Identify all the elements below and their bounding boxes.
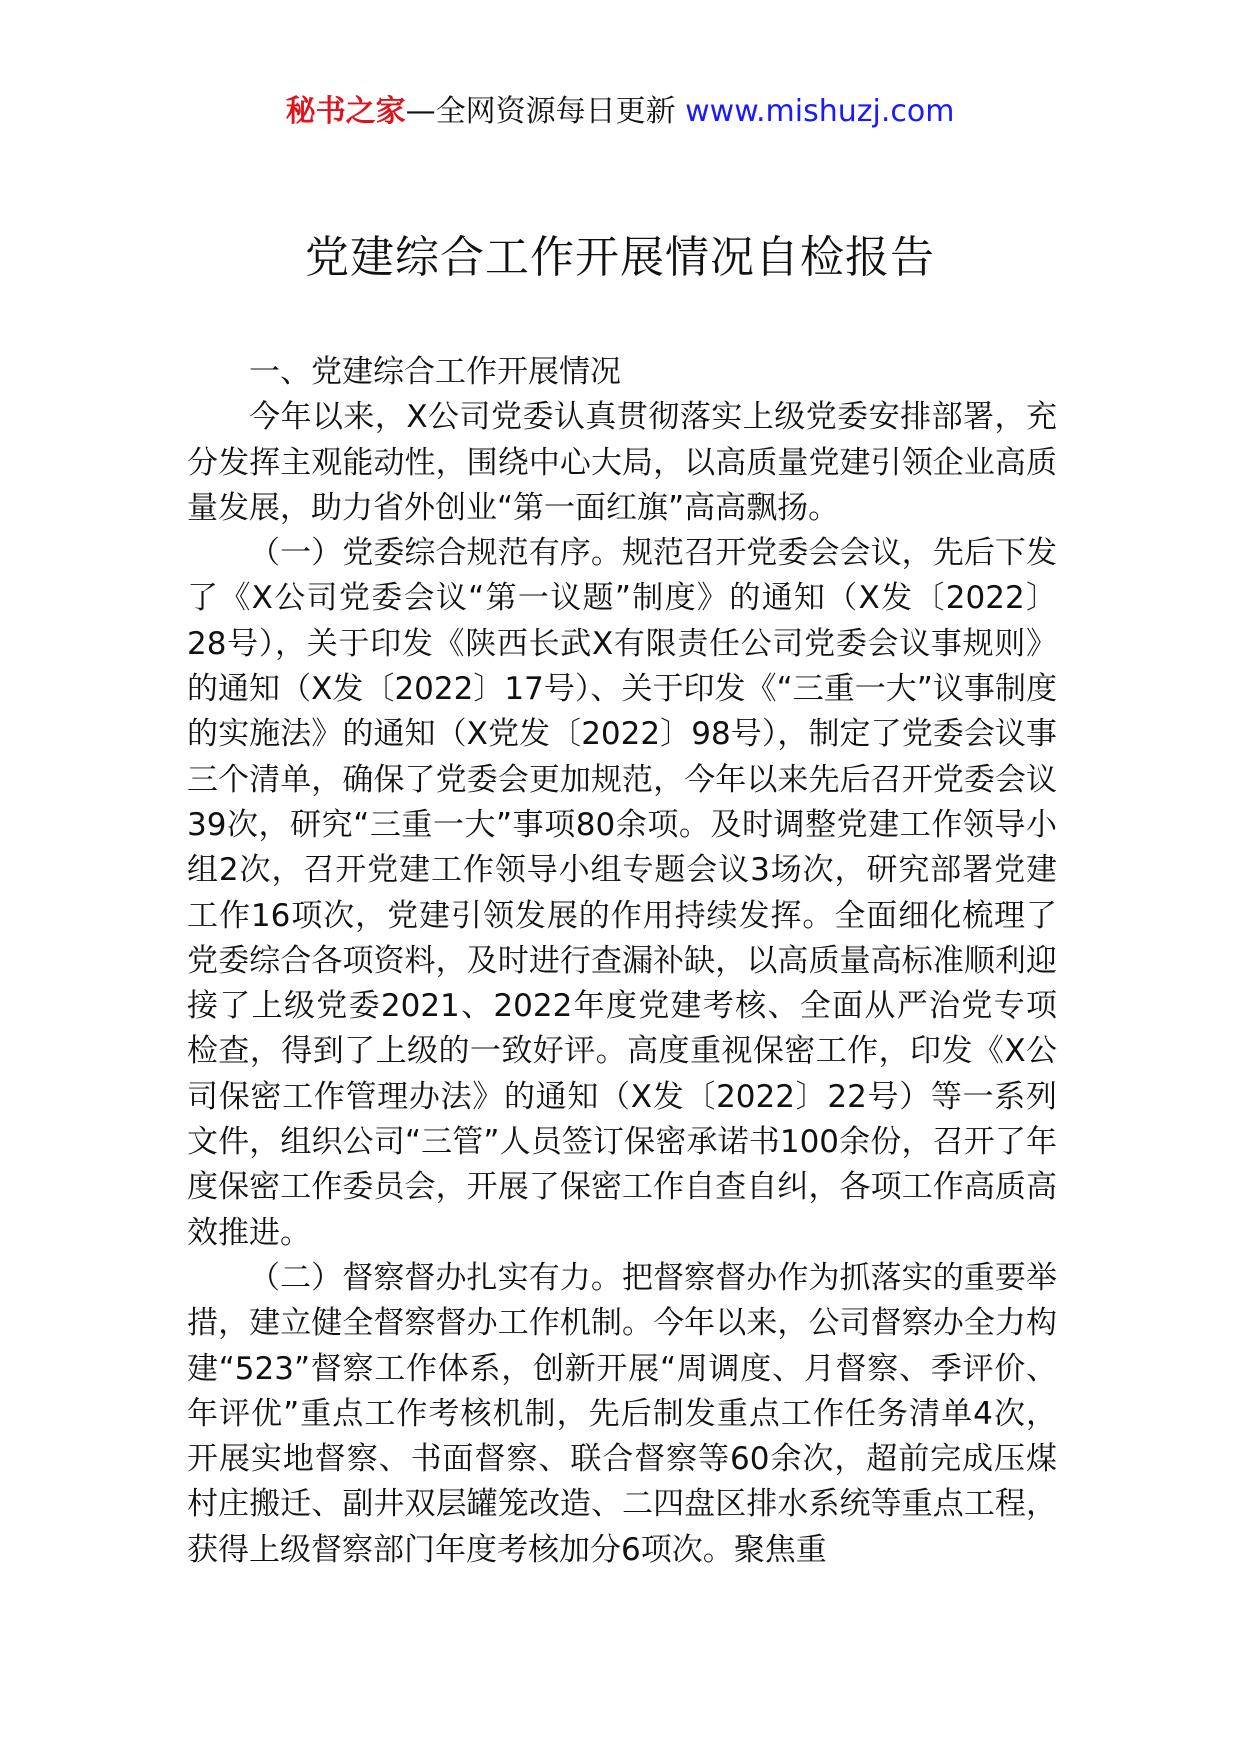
body-paragraph: （二）督察督办扎实有力。把督察督办作为抓落实的重要举措，建立健全督察督办工作机制。今年以来，公司督察办全力构建“523”督察工作体系，创新开展“周调度、月督察、季评价、年评优”重点工作考核机制，先后制发重点工作任务清单4次，开展实地督察、书面督察、联合督察等60余次，超前完成压煤村庄搬迁、副井双层罐笼改造、二四盘区排水系统等重点工程，获得上级督察部门年度考核加分6项次。聚焦重 <box>187 1259 1057 1568</box>
document-body <box>187 350 1057 1573</box>
body-paragraph: （一）党委综合规范有序。规范召开党委会会议，先后下发了《X公司党委会议“第一议题”制度》的通知（X发〔2022〕28号），关于印发《陕西长武X有限责任公司党委会议事规则》的通知（X发〔2022〕17号）、关于印发《“三重一大”议事制度的实施法》的通知（X党发〔2022〕98号），制定了党委会议事三个清单，确保了党委会更加规范，今年以来先后召开党委会议39次，研究“三重一大”事项80余项。及时调整党建工作领导小组2次，召开党建工作领导小组专题会议3场次，研究部署党建工作16项次，党建引领发展的作用持续发挥。全面细化梳理了党委综合各项资料，及时进行查漏补缺，以高质量高标准顺利迎接了上级党委2021、2022年度党建考核、全面从严治党专项检查，得到了上级的一致好评。高度重视保密工作，印发《X公司保密工作管理办法》的通知（X发〔2022〕22号）等一系列文件，组织公司“三管”人员签订保密承诺书100余份，召开了年度保密工作委员会，开展了保密工作自查自纠，各项工作高质高效推进。 <box>187 535 1057 1251</box>
site-url-link[interactable]: www.mishuzj.com <box>685 94 955 129</box>
section-heading: 一、党建综合工作开展情况 <box>249 354 621 390</box>
site-header <box>0 92 1240 132</box>
site-brand: 秘书之家 <box>285 94 406 129</box>
site-tagline: —全网资源每日更新 <box>405 94 686 129</box>
body-paragraph: 今年以来，X公司党委认真贯彻落实上级党委安排部署，充分发挥主观能动性，围绕中心大局，以高质量党建引领企业高质量发展，助力省外创业“第一面红旗”高高飘扬。 <box>187 399 1057 526</box>
document-title: 党建综合工作开展情况自检报告 <box>305 232 935 283</box>
